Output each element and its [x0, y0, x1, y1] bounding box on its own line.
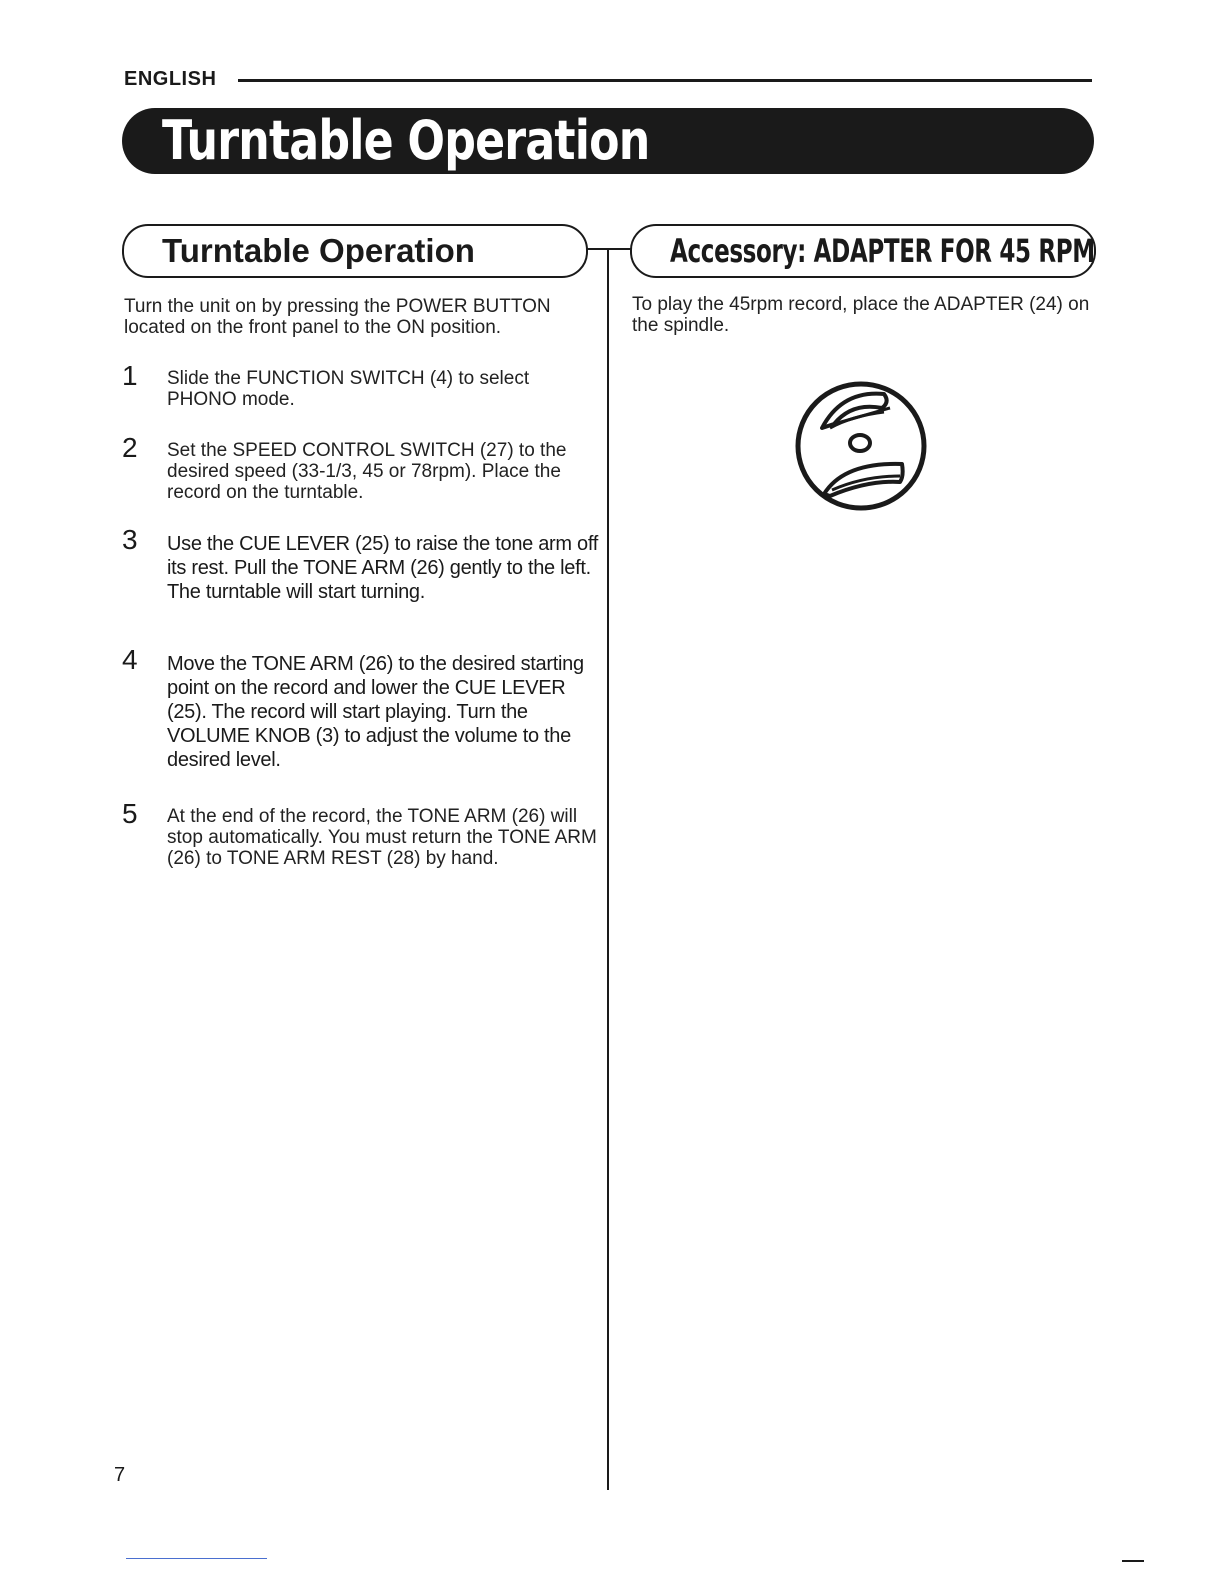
- step-number: 5: [122, 798, 138, 829]
- page-number: 7: [114, 1464, 126, 1486]
- step-text: Use the CUE LEVER (25) to raise the tone arm off its rest. Pull the TONE ARM (26) gently to the left. The turntable will start turning.: [167, 533, 598, 603]
- step-number: 3: [122, 524, 138, 555]
- column-divider: [607, 248, 609, 1490]
- left-intro-paragraph: Turn the unit on by pressing the POWER BUTTON located on the front panel to the ON position.: [124, 296, 551, 338]
- right-intro-paragraph: To play the 45rpm record, place the ADAPTER (24) on the spindle.: [632, 294, 1090, 336]
- step-text: At the end of the record, the TONE ARM (26) will stop automatically. You must return the TONE ARM (26) to TONE ARM REST (28) by hand.: [167, 806, 597, 869]
- adapter-45rpm-icon: [794, 380, 930, 512]
- language-label: ENGLISH: [124, 68, 217, 90]
- section-heading-right-text: Accessory: ADAPTER FOR 45 RPM: [670, 232, 1095, 270]
- section-heading-left: [122, 224, 588, 278]
- step-text: Move the TONE ARM (26) to the desired starting point on the record and lower the CUE LEVER (25). The record will start playing. Turn the VOLUME KNOB (3) to adjust the volume to the desired level.: [167, 653, 584, 771]
- heading-connector: [586, 248, 632, 250]
- title-banner: [122, 108, 1094, 174]
- section-heading-right: [630, 224, 1096, 278]
- header-rule: [238, 79, 1092, 82]
- footer-link-line: [126, 1558, 267, 1559]
- section-heading-left-text: Turntable Operation: [162, 232, 475, 269]
- step-text: Slide the FUNCTION SWITCH (4) to select PHONO mode.: [167, 368, 530, 410]
- corner-mark: [1122, 1560, 1144, 1562]
- step-text: Set the SPEED CONTROL SWITCH (27) to the desired speed (33-1/3, 45 or 78rpm). Place the record on the turntable.: [167, 440, 567, 503]
- step-number: 1: [122, 360, 138, 391]
- step-number: 4: [122, 644, 138, 675]
- step-number: 2: [122, 432, 138, 463]
- page-title: Turntable Operation: [162, 109, 650, 172]
